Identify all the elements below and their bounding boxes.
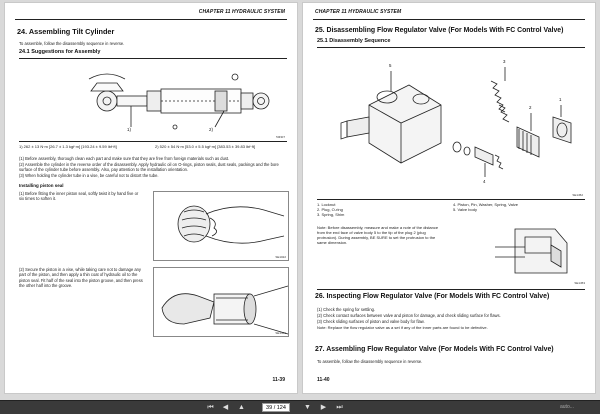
page-header: [313, 9, 585, 20]
hand-twist-figure: [153, 191, 289, 261]
callout-1: 1): [127, 127, 131, 132]
callout-5: 5: [389, 63, 392, 68]
subsection-25-1: 25.1 Disassembly Sequence: [317, 38, 391, 44]
step-1: (1) Before assembly, thorough clean each part and make sure that they are free from foreign materials such as dust.: [19, 156, 230, 161]
prev-page-icon[interactable]: ◀: [222, 404, 229, 411]
chapter-header: CHAPTER 11 HYDRAULIC SYSTEM: [315, 9, 402, 15]
callout-2: 2): [209, 127, 213, 132]
watermark-text: auto...: [560, 404, 574, 410]
subsection-title: 24.1 Suggestions for Assembly: [19, 49, 101, 55]
callout-1: 1: [559, 97, 562, 102]
figure-rule: [19, 141, 287, 142]
part-4: 4. Piston, Pin, Washer, Spring, Valve: [453, 202, 518, 207]
part-3: 3. Spring, Shim: [317, 212, 345, 217]
chapter-header: CHAPTER 11 HYDRAULIC SYSTEM: [198, 9, 285, 15]
section-26-title: 26. Inspecting Flow Regulator Valve (For Models With FC Control Valve): [315, 293, 550, 300]
part-1: 1. Locknut: [317, 202, 336, 207]
seal-step-2: (2) Secure the piston in a vise, while taking care not to damage any part of the piston, and then apply a thin coat of hydraulic oil to the piston seal. Fit half of the seal into the piston groove, and then press the other half into the groove.: [19, 267, 143, 288]
page-number: 11-39: [272, 377, 285, 383]
flow-valve-exploded-figure: [317, 51, 585, 197]
step-3: (3) When holding the cylinder tube in a vise, be careful not to distort the tube.: [19, 173, 159, 178]
section-25-title: 25. Disassembling Flow Regulator Valve (For Models With FC Control Valve): [315, 27, 564, 34]
intro-text: To assemble, follow the disassembly sequence in reverse.: [19, 41, 125, 46]
piston-seal-heading: Installing piston seal: [19, 183, 64, 188]
figure-rule-2: [317, 289, 585, 290]
page-left: [4, 2, 298, 394]
figure-id-3: SE1451: [275, 331, 286, 335]
inspect-step-2: (2) Check contact surfaces between valve and piston for damage, and check sliding surface for flaws.: [317, 313, 501, 318]
callout-2: 2: [529, 105, 532, 110]
note-disassembly: Note: Before disassembly, measure and make a note of the distance from the end face of valve body 5 to the tip of the plug 2 (plug protrusion). During assembly, BE SURE to set the protrusion to the same dimension.: [317, 225, 439, 246]
subsection-rule: [19, 58, 287, 59]
inspect-step-1: (1) Check the spring for settling.: [317, 307, 376, 312]
page-number-input[interactable]: 39 / 124: [262, 403, 290, 412]
part-2: 2. Plug, O-ring: [317, 207, 343, 212]
step-2: (2) Assemble the cylinder in the reverse order of the disassembly. Apply hydraulic oil on O-rings, piston seals, dust seals, packings and the bore surface of the cylinder tube before assembly. Also, pay attention to the installation orientation.: [19, 162, 279, 173]
page-up-icon[interactable]: ▲: [238, 404, 245, 411]
page-number: 11-40: [317, 377, 330, 383]
page-right: [302, 2, 596, 394]
intro-27: To assemble, follow the disassembly sequence in reverse.: [317, 359, 423, 364]
last-page-icon[interactable]: ⏭: [336, 404, 343, 411]
figure-id: SE1452: [572, 193, 583, 197]
first-page-icon[interactable]: ⏮: [207, 404, 214, 411]
subsection-rule: [317, 47, 585, 48]
viewer-toolbar: [0, 400, 600, 414]
callout-3: 3: [503, 59, 506, 64]
note-replace: Note: Replace the flow regulator valve as a set if any of the inner parts are found to be defective.: [317, 325, 488, 330]
figure-id: 50N07: [276, 135, 285, 139]
figure-rule: [317, 199, 585, 200]
page-down-icon[interactable]: ▼: [304, 404, 311, 411]
part-5: 5. Valve body: [453, 207, 477, 212]
torque-2: 2) 520 ± 54 N·m [53.0 ± 5.5 kgf·m] [383.53 ± 39.83 lbf·ft]: [155, 144, 255, 149]
figure-id-2: SE1022: [275, 255, 286, 259]
inspect-step-3: (3) Check sliding surfaces of piston and valve body for flaw.: [317, 319, 425, 324]
page-header: [15, 9, 287, 20]
tilt-cylinder-figure: [19, 61, 287, 139]
section-title: 24. Assembling Tilt Cylinder: [17, 27, 115, 36]
next-page-icon[interactable]: ▶: [320, 404, 327, 411]
vise-figure: [153, 267, 289, 337]
section-27-title: 27. Assembling Flow Regulator Valve (For Models With FC Control Valve): [315, 346, 554, 353]
plug-protrusion-figure: [455, 223, 585, 285]
callout-4: 4: [483, 179, 486, 184]
seal-step-1: (1) Before fitting the inner piston seal, softly twist it by hand five or six times to soften it.: [19, 191, 139, 202]
figure-id-2: SE1453: [574, 281, 585, 285]
torque-1: 1) 262 ± 13 N·m [26.7 ± 1.3 kgf·m] [193.24 ± 9.59 lbf·ft]: [19, 144, 117, 149]
